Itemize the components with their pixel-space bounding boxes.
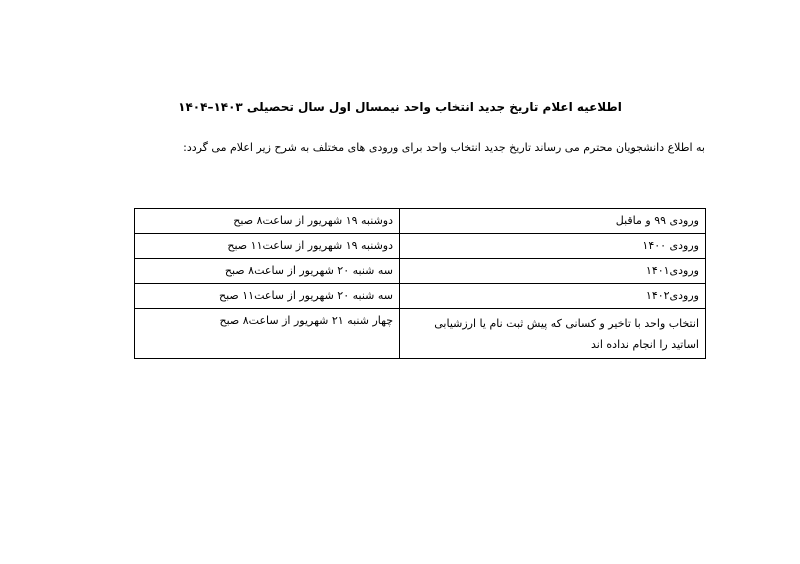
date-time-cell: دوشنبه ۱۹ شهریور از ساعت۱۱ صبح	[135, 234, 400, 259]
registration-schedule-table	[134, 208, 706, 359]
date-time-cell: دوشنبه ۱۹ شهریور از ساعت۸ صبح	[135, 209, 400, 234]
table-row	[135, 234, 706, 259]
entry-group-cell: ورودی ۹۹ و ماقبل	[400, 209, 706, 234]
entry-group-cell: ورودی ۱۴۰۰	[400, 234, 706, 259]
date-time-cell: سه شنبه ۲۰ شهریور از ساعت۸ صبح	[135, 259, 400, 284]
table-row	[135, 259, 706, 284]
table-row	[135, 284, 706, 309]
date-time-cell: سه شنبه ۲۰ شهریور از ساعت۱۱ صبح	[135, 284, 400, 309]
entry-group-cell: ورودی۱۴۰۱	[400, 259, 706, 284]
entry-group-cell: انتخاب واحد با تاخیر و کسانی که پیش ثبت نام یا ارزشیابی اساتید را انجام نداده اند	[400, 309, 706, 359]
date-time-cell: چهار شنبه ۲۱ شهریور از ساعت۸ صبح	[135, 309, 400, 359]
table-row	[135, 209, 706, 234]
page-title: اطلاعیه اعلام تاریخ جدید انتخاب واحد نیمسال اول سال تحصیلی ۱۴۰۳–۱۴۰۴	[178, 100, 622, 114]
intro-paragraph: به اطلاع دانشجویان محترم می رساند تاریخ جدید انتخاب واحد برای ورودی های مختلف به شرح زیر اعلام می گردد:	[183, 141, 705, 154]
entry-group-cell: ورودی۱۴۰۲	[400, 284, 706, 309]
table-row	[135, 309, 706, 359]
